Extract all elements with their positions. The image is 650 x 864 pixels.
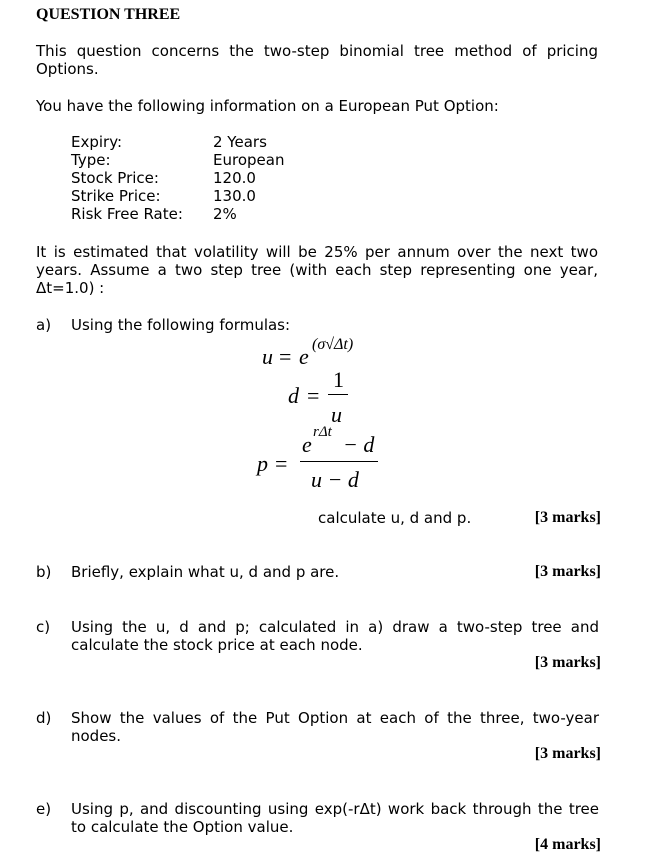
formula-u-eq: = bbox=[279, 344, 292, 369]
intro-paragraph: This question concerns the two-step binomial tree method of pricing Options. bbox=[36, 42, 598, 78]
volatility-paragraph: It is estimated that volatility will be 25% per annum over the next two years. Assume a two step tree (with each step representing one year, Δt=1.0) : bbox=[36, 243, 598, 297]
info-value: 130.0 bbox=[213, 187, 256, 205]
formula-d-eq: = bbox=[307, 383, 320, 408]
formula-p-eq: = bbox=[275, 451, 288, 476]
info-row-strike-price bbox=[71, 187, 284, 205]
info-value: 120.0 bbox=[213, 169, 256, 187]
option-info-table bbox=[71, 133, 284, 223]
info-label: Type: bbox=[71, 151, 111, 169]
formula-p-denominator: u − d bbox=[311, 467, 359, 492]
info-row-stock-price bbox=[71, 169, 284, 187]
formula-u-e: e bbox=[299, 344, 309, 369]
info-row-expiry bbox=[71, 133, 284, 151]
formula-p-lhs: p bbox=[257, 451, 268, 476]
info-intro: You have the following information on a European Put Option: bbox=[36, 97, 499, 115]
formula-d-denominator: u bbox=[331, 402, 342, 427]
question-a-label: a) bbox=[36, 316, 52, 334]
question-b-text: Briefly, explain what u, d and p are. bbox=[71, 563, 340, 581]
question-d-marks: [3 marks] bbox=[534, 745, 601, 762]
info-label: Expiry: bbox=[71, 133, 123, 151]
formula-p-num-e: e bbox=[302, 432, 312, 457]
question-e-text: Using p, and discounting using exp(-rΔt) work back through the tree to calculate the Option value. bbox=[71, 800, 599, 836]
info-label: Strike Price: bbox=[71, 187, 161, 205]
formula-p-num-rest: − d bbox=[343, 432, 375, 457]
formula-d-fraction-bar bbox=[328, 394, 348, 395]
formula-u-lhs: u bbox=[262, 344, 273, 369]
question-b-label: b) bbox=[36, 563, 52, 581]
info-label: Risk Free Rate: bbox=[71, 205, 183, 223]
question-e-label: e) bbox=[36, 800, 52, 818]
question-c-label: c) bbox=[36, 618, 51, 636]
formula-u-exponent: (σ√Δt) bbox=[312, 336, 354, 353]
question-a-marks: [3 marks] bbox=[534, 509, 601, 526]
question-e-marks: [4 marks] bbox=[534, 836, 601, 853]
info-label: Stock Price: bbox=[71, 169, 159, 187]
info-value: 2 Years bbox=[213, 133, 267, 151]
question-a-text: Using the following formulas: bbox=[71, 316, 291, 334]
info-row-risk-free-rate bbox=[71, 205, 284, 223]
question-c-text: Using the u, d and p; calculated in a) draw a two-step tree and calculate the stock price at each node. bbox=[71, 618, 599, 654]
info-row-type bbox=[71, 151, 284, 169]
question-c-marks: [3 marks] bbox=[534, 654, 601, 671]
question-d-label: d) bbox=[36, 709, 52, 727]
formula-p-num-exponent: rΔt bbox=[313, 424, 332, 440]
info-value: European bbox=[213, 151, 285, 169]
formula-d-numerator: 1 bbox=[333, 367, 344, 392]
formula-p-fraction-bar bbox=[300, 461, 378, 462]
formula-d-lhs: d bbox=[288, 383, 299, 408]
question-b-marks: [3 marks] bbox=[534, 563, 601, 580]
question-a-calc: calculate u, d and p. bbox=[318, 509, 472, 527]
question-d-text: Show the values of the Put Option at each of the three, two-year nodes. bbox=[71, 709, 599, 745]
question-heading: QUESTION THREE bbox=[36, 6, 181, 23]
info-value: 2% bbox=[213, 205, 237, 223]
